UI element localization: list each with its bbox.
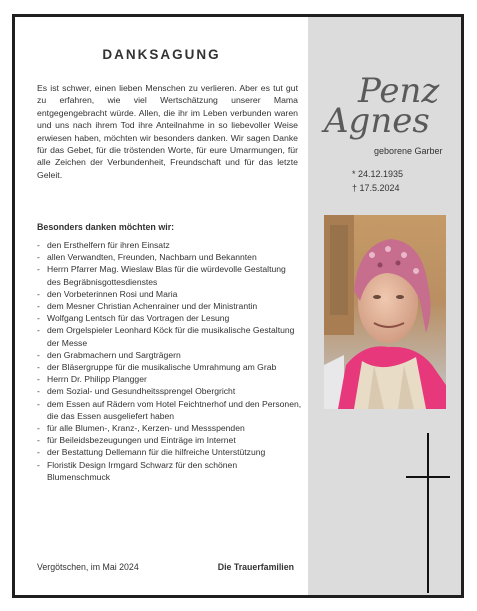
list-item: - der Bestattung Dellemann für die hilfreiche Unterstützung xyxy=(37,446,302,458)
list-item: - dem Sozial- und Gesundheitssprengel Obergricht xyxy=(37,385,302,397)
thanks-heading: Besonders danken möchten wir: xyxy=(37,222,175,232)
list-item: - der Bläsergruppe für die musikalische Umrahmung am Grab xyxy=(37,361,302,373)
death-date: † 17.5.2024 xyxy=(352,183,400,193)
thanks-list xyxy=(37,239,302,483)
portrait-photo xyxy=(324,215,446,409)
portrait-image xyxy=(324,215,446,409)
list-item: - den Ersthelfern für ihren Einsatz xyxy=(37,239,302,251)
deceased-first-name: Agnes xyxy=(324,101,430,141)
list-item: - dem Mesner Christian Achenrainer und der Ministrantin xyxy=(37,300,302,312)
life-dates xyxy=(352,167,403,195)
page-title: DANKSAGUNG xyxy=(102,47,221,62)
list-item: - dem Orgelspieler Leonhard Köck für die musikalische Gestaltung der Messe xyxy=(37,324,302,348)
list-item: - dem Essen auf Rädern vom Hotel Feichtnerhof und den Personen, die das Essen ausgeliefert haben xyxy=(37,398,302,422)
birth-date: * 24.12.1935 xyxy=(352,169,404,179)
signature-families: Die Trauerfamilien xyxy=(217,562,294,572)
list-item: - allen Verwandten, Freunden, Nachbarn und Bekannten xyxy=(37,251,302,263)
place-date: Vergötschen, im Mai 2024 xyxy=(37,562,139,572)
list-item: - für alle Blumen-, Kranz-, Kerzen- und Messspenden xyxy=(37,422,302,434)
list-item: - Herrn Pfarrer Mag. Wieslaw Blas für die würdevolle Gestaltung des Begräbnisgottesdienstes xyxy=(37,263,302,287)
cross-icon xyxy=(427,433,429,593)
list-item: - für Beileidsbezeugungen und Einträge im Internet xyxy=(37,434,302,446)
intro-paragraph: Es ist schwer, einen lieben Menschen zu verlieren. Aber es tut gut zu erfahren, wie viel Wertschätzung unserer Mama entgegengebracht würde. Allen, die ihr im Leben verbunden waren und uns nach ihrem Tod ihre Anteilnahme in so liebevoller Weise erwiesen haben, möchten wir besonders danken. Wir sagen Danke für das Gebet, für die tröstenden Worte, für eure Umarmungen, für alle Zeichen der Verbundenheit, Freundschaft und für das letzte Geleit. xyxy=(37,83,298,180)
deceased-surname: Penz xyxy=(358,71,440,111)
list-item: - Herrn Dr. Philipp Plangger xyxy=(37,373,302,385)
cross-icon-bar xyxy=(406,476,450,478)
list-item: - Wolfgang Lentsch für das Vortragen der Lesung xyxy=(37,312,302,324)
list-item: - Floristik Design Irmgard Schwarz für den schönen Blumenschmuck xyxy=(37,459,302,483)
text-column xyxy=(15,17,308,595)
list-item: - den Vorbeterinnen Rosi und Maria xyxy=(37,288,302,300)
maiden-name: geborene Garber xyxy=(374,146,443,156)
list-item: - den Grabmachern und Sargträgern xyxy=(37,349,302,361)
